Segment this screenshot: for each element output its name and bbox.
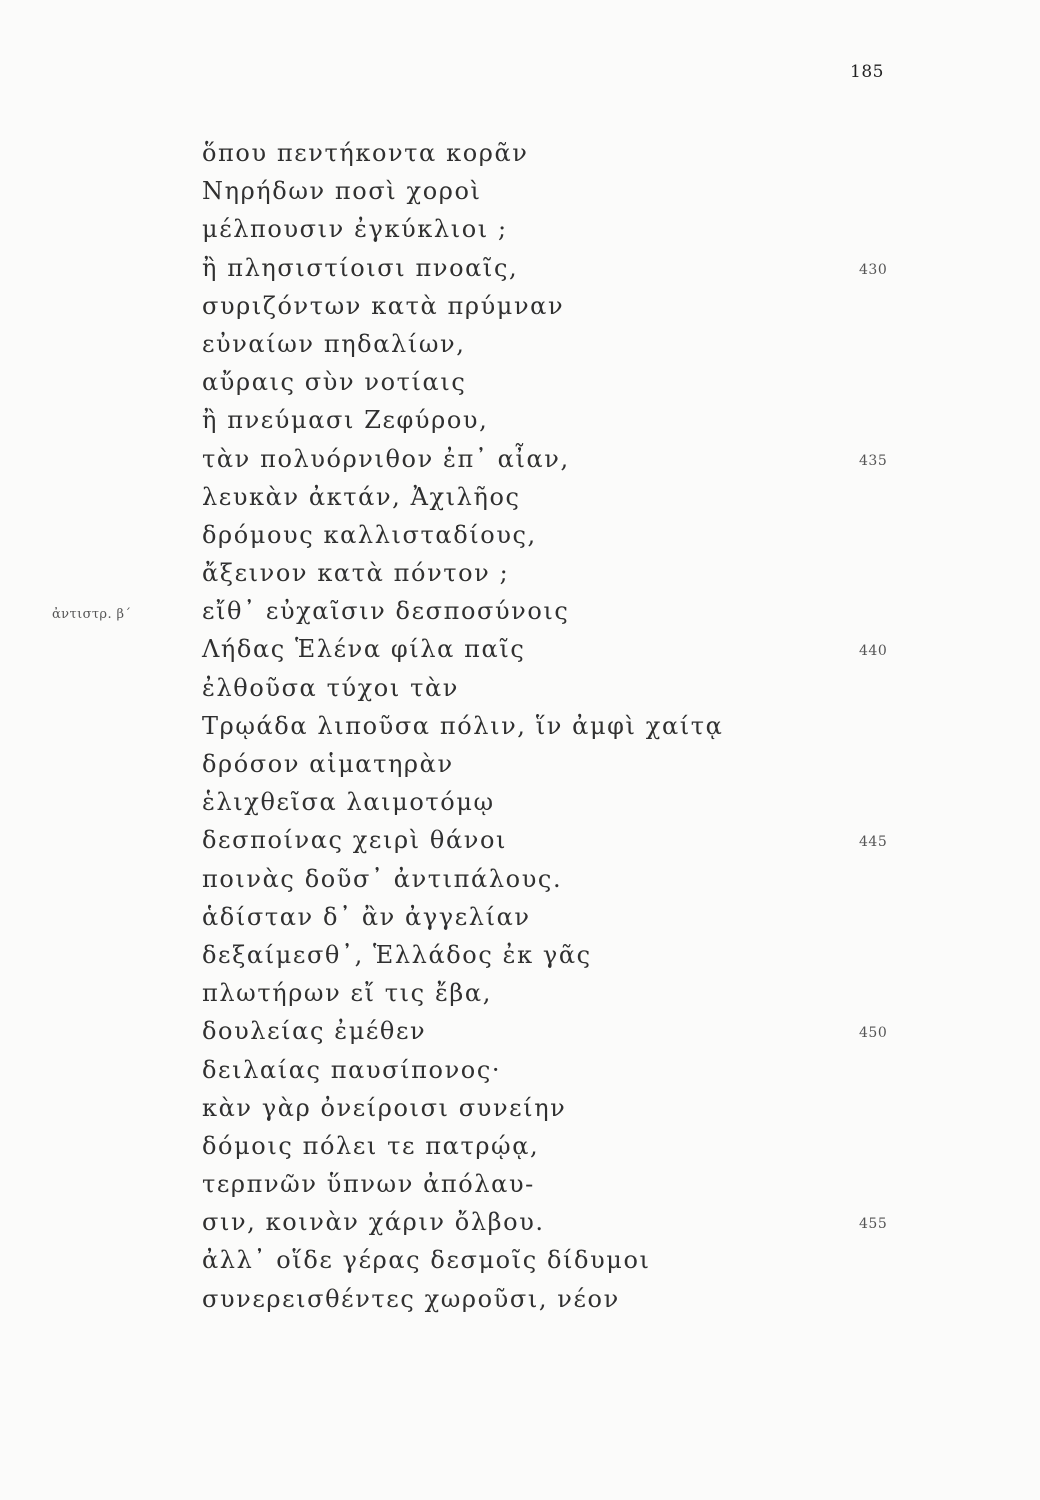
verse-text: εὐναίων πηδαλίων, [202, 329, 466, 358]
verse-text: τὰν πολυόρνιθον ἐπ᾽ αἶαν, [202, 444, 570, 473]
verse-text: δεσποίνας χειρὶ θάνοι [202, 826, 508, 855]
verse-line [202, 440, 1002, 478]
verse-line [202, 134, 1002, 172]
verse-line [202, 860, 1002, 898]
verse-text: δρόμους καλλισταδίους, [202, 520, 537, 549]
verse-text: ἢ πλησιστίοισι πνοαῖς, [202, 253, 519, 282]
verse-text: ἄξεινον κατὰ πόντον ; [202, 559, 510, 588]
verse-text: αὔραις σὺν νοτίαις [202, 368, 467, 397]
verse-text: ποινὰς δοῦσ᾽ ἀντιπάλους. [202, 864, 563, 893]
verse-line [202, 1280, 1002, 1318]
verse-text: ἢ πνεύμασι Ζεφύρου, [202, 406, 489, 435]
verse-text: ἁδίσταν δ᾽ ἂν ἀγγελίαν [202, 902, 531, 931]
verse-text: εἴθ᾽ εὐχαῖσιν δεσποσύνοις [202, 597, 570, 626]
verse-line [202, 1089, 1002, 1127]
verse-text: λευκὰν ἀκτάν, Ἀχιλῆος [202, 482, 521, 511]
verse-text: μέλπουσιν ἐγκύκλιοι ; [202, 215, 508, 244]
verse-line [202, 936, 1002, 974]
verse-line [202, 1203, 1002, 1241]
verse-text: δρόσον αἱματηρὰν [202, 750, 454, 778]
verse-line [202, 1127, 1002, 1165]
verse-line [202, 210, 1002, 248]
verse-line [202, 898, 1002, 936]
verse-text: Λήδας Ἑλένα φίλα παῖς [202, 635, 526, 664]
verse-line [202, 707, 1002, 745]
verse-line [202, 554, 1002, 592]
verse-line [202, 516, 1002, 554]
verse-line [202, 325, 1002, 363]
verse-line [202, 287, 1002, 325]
verse-text: τερπνῶν ὕπνων ἀπόλαυ- [202, 1170, 535, 1199]
verse-text: ὅπου πεντήκοντα κορᾶν [202, 139, 529, 167]
verse-line [202, 172, 1002, 210]
verse-line [202, 1241, 1002, 1279]
verse-line [202, 1051, 1002, 1089]
line-number: 455 [859, 1216, 888, 1233]
verse-text: συριζόντων κατὰ πρύμναν [202, 291, 565, 320]
verse-text: Νηρήδων ποσὶ χοροὶ [202, 177, 482, 206]
verse-text: ἑλιχθεῖσα λαιμοτόμῳ [202, 788, 495, 817]
verse-line [202, 1165, 1002, 1203]
verse-line [202, 630, 1002, 668]
strophe-label: ἀντιστρ. β´ [52, 607, 132, 623]
line-number: 445 [859, 834, 888, 851]
verse-line [202, 249, 1002, 287]
verse-line [202, 1012, 1002, 1050]
verse-line [202, 401, 1002, 439]
verse-text: Τρῳάδα λιποῦσα πόλιν, ἵν ἀμφὶ χαίτᾳ [202, 711, 724, 740]
verse-text: δεξαίμεσθ᾽, Ἑλλάδος ἐκ γᾶς [202, 940, 592, 969]
page-number: 185 [850, 62, 884, 82]
verse-text: δουλείας ἐμέθεν [202, 1017, 427, 1046]
verse-text: ἐλθοῦσα τύχοι τὰν [202, 673, 459, 702]
verse-text: πλωτήρων εἴ τις ἔβα, [202, 979, 492, 1008]
verse-line [202, 478, 1002, 516]
verse-line [202, 669, 1002, 707]
verse-text: κὰν γὰρ ὀνείροισι συνείην [202, 1093, 567, 1122]
verse-text: δειλαίας παυσίπονος· [202, 1055, 502, 1084]
line-number: 450 [859, 1025, 888, 1042]
verse-line [202, 745, 1002, 783]
poem-text [52, 134, 1002, 1318]
line-number: 430 [859, 261, 888, 278]
line-number: 440 [859, 643, 888, 660]
verse-line [202, 821, 1002, 859]
verse-line [202, 783, 1002, 821]
verse-line [202, 974, 1002, 1012]
verse-text: δόμοις πόλει τε πατρῴᾳ, [202, 1131, 540, 1160]
line-number: 435 [859, 452, 888, 469]
verse-line [52, 592, 1002, 630]
verse-line [202, 363, 1002, 401]
verse-text: σιν, κοινὰν χάριν ὄλβου. [202, 1208, 545, 1237]
verse-text: ἀλλ᾽ οἵδε γέρας δεσμοῖς δίδυμοι [202, 1246, 651, 1275]
verse-text: συνερεισθέντες χωροῦσι, νέον [202, 1284, 620, 1313]
